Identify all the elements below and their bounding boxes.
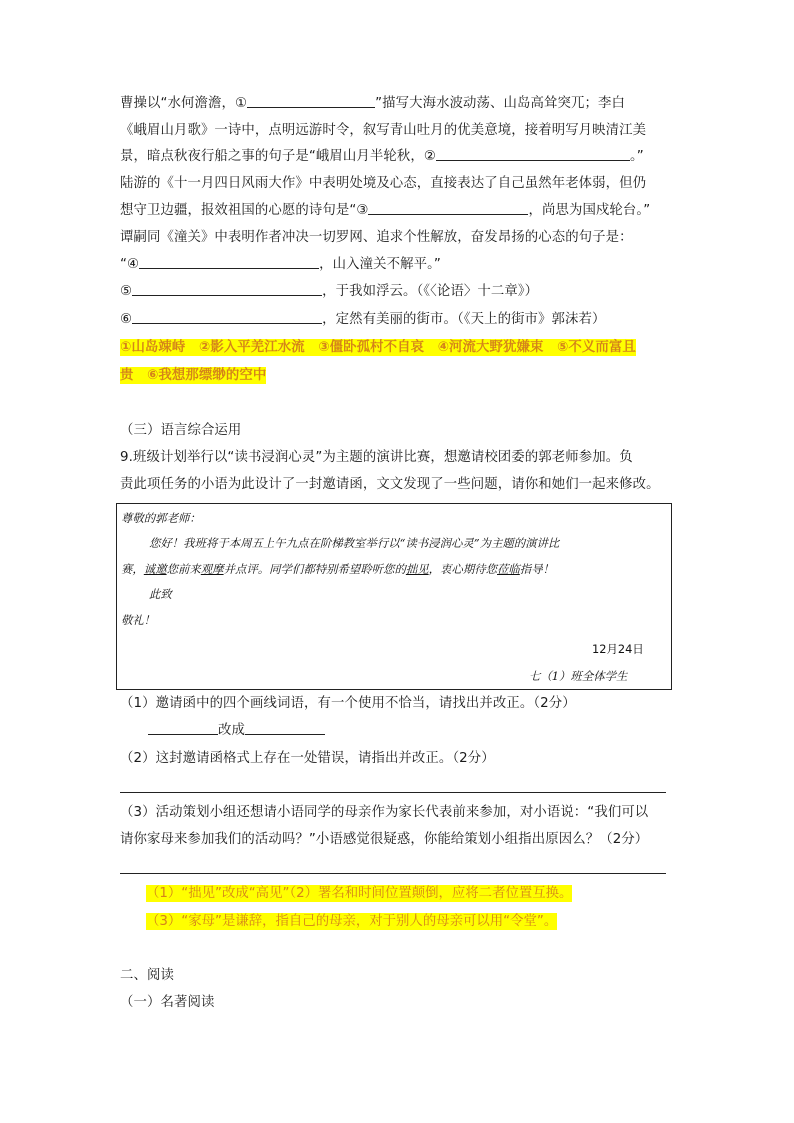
subquestion-1 (120, 693, 576, 715)
letter-text: 赛， (121, 562, 144, 576)
letter-closing-2: 敬礼！ (121, 613, 156, 627)
poem-text: 。” (629, 149, 644, 164)
letter-salutation: 尊敬的郭老师： (121, 511, 201, 525)
underlined-word-1: 诚邀 (143, 562, 167, 576)
fill-blank-wrong[interactable] (148, 720, 218, 735)
answer-highlight: 贵 ⑥我想那缥缈的空中 (120, 368, 267, 383)
poem-line-1 (120, 93, 625, 115)
blank-1[interactable] (247, 93, 375, 108)
reading-heading (120, 965, 174, 987)
fill-label: 改成 (218, 723, 245, 738)
poem-line-9 (120, 309, 606, 331)
answer-rule-2[interactable] (120, 873, 666, 874)
question-text: （3）活动策划小组还想请小语同学的母亲作为家长代表前来参加，对小语说：“我们可以 (120, 805, 649, 820)
poem-text: 《峨眉山月歌》一诗中，点明远游时令，叙写青山吐月的优美意境，接着明写月映清江美 (120, 123, 647, 138)
poem-line-2 (120, 120, 646, 142)
subquestion-3-line-2 (120, 829, 648, 851)
letter-text: 您前来 (166, 562, 201, 576)
reading-subheading (120, 992, 214, 1014)
poem-text: “④ (120, 257, 140, 272)
poem-line-6 (120, 227, 633, 249)
question-text: 9.班级计划举行以“读书浸润心灵”为主题的演讲比赛，想邀请校团委的郭老师参加。负 (120, 450, 633, 465)
poem-line-5 (120, 200, 650, 222)
poem-text: 想守卫边疆，报效祖国的心愿的诗句是“③ (120, 203, 369, 218)
poem-line-4 (120, 173, 646, 195)
poem-text: ，山入潼关不解平。” (319, 257, 441, 272)
section-heading-text: （三）语言综合运用 (120, 423, 242, 438)
underlined-word-2: 观摩 (200, 562, 224, 576)
question-text: （2）这封邀请函格式上存在一处错误，请指出并改正。（2分） (120, 751, 495, 766)
poem-text: 谭嗣同《潼关》中表明作者冲决一切罗网、追求个性解放，奋发昂扬的心态的句子是： (120, 230, 633, 245)
underlined-word-3: 拙见 (405, 562, 429, 576)
letter-text: 并点评。同学们都特别希望聆听您的 (223, 562, 406, 576)
poem-line-8 (120, 281, 538, 303)
subquestion-2 (120, 748, 495, 770)
letter-body-line-1: 您好！我班将于本周五上午九点在阶梯教室举行以“读书浸润心灵”为主题的演讲比 (149, 536, 560, 550)
blank-6[interactable] (132, 309, 322, 324)
blank-4[interactable] (139, 254, 319, 269)
question-9-line-1 (120, 447, 633, 469)
answer-line-1 (120, 337, 636, 359)
blank-3[interactable] (368, 200, 528, 215)
letter-date: 12月24日 (592, 642, 644, 656)
poem-text: ”描写大海水波动荡、山岛高耸突兀；李白 (375, 96, 625, 111)
letter-closing-1: 此致 (149, 587, 172, 601)
poem-text: ⑤ (120, 284, 133, 299)
question-text: 责此项任务的小语为此设计了一封邀请函，文文发现了一些问题，请你和她们一起来修改。 (120, 477, 660, 492)
letter-body-line-2 (121, 561, 554, 577)
answer-highlight: （1）“拙见”改成“高见”（2）署名和时间位置颠倒，应将二者位置互换。 (146, 886, 573, 901)
subquestion-3-line-1 (120, 802, 648, 824)
letter-text: ，衷心期待您 (428, 562, 497, 576)
section-heading-text: 二、阅读 (120, 968, 174, 983)
poem-text: 景，暗点秋夜行船之事的句子是“峨眉山月半轮秋，② (120, 149, 436, 164)
poem-text: ，定然有美丽的街市。（《天上的街市》郭沫若） (322, 312, 606, 327)
underlined-word-4: 莅临 (497, 562, 520, 576)
question-9-line-2 (120, 474, 660, 496)
letter-text: 指导！ (519, 562, 554, 576)
poem-text: ，尚思为国戍轮台。” (528, 203, 651, 218)
answer-2-line-1 (146, 883, 572, 905)
answer-highlight: （3）“家母”是谦辞，指自己的母亲，对于别人的母亲可以用“令堂”。 (146, 914, 558, 929)
subquestion-1-fill (148, 720, 325, 742)
answer-2-line-2 (146, 911, 557, 933)
answer-highlight: ①山岛竦峙 ②影入平羌江水流 ③僵卧孤村不自哀 ④河流大野犹嫌束 ⑤不义而富且 (120, 340, 636, 355)
answer-rule-1[interactable] (120, 792, 666, 793)
poem-line-7 (120, 254, 441, 276)
question-text: 请你家母来参加我们的活动吗？”小语感觉很疑惑，你能给策划小组指出原因么？（2分） (120, 832, 649, 847)
poem-text: 曹操以“水何澹澹，① (120, 96, 248, 111)
fill-blank-correct[interactable] (245, 720, 325, 735)
poem-line-3 (120, 146, 644, 168)
section-heading-text: （一）名著阅读 (120, 995, 215, 1010)
poem-text: 陆游的《十一月四日风雨大作》中表明处境及心态，直接表达了自己虽然年老体弱，但仍 (120, 176, 647, 191)
section-heading (120, 420, 241, 442)
poem-text: ，于我如浮云。（《〈论语〉十二章》） (322, 284, 539, 299)
letter-signature: 七（1）班全体学生 (529, 669, 628, 683)
invitation-letter-box (116, 503, 672, 690)
blank-5[interactable] (132, 281, 322, 296)
poem-text: ⑥ (120, 312, 133, 327)
answer-line-2 (120, 365, 266, 387)
blank-2[interactable] (436, 146, 630, 161)
question-text: （1）邀请函中的四个画线词语，有一个使用不恰当，请找出并改正。（2分） (120, 696, 576, 711)
